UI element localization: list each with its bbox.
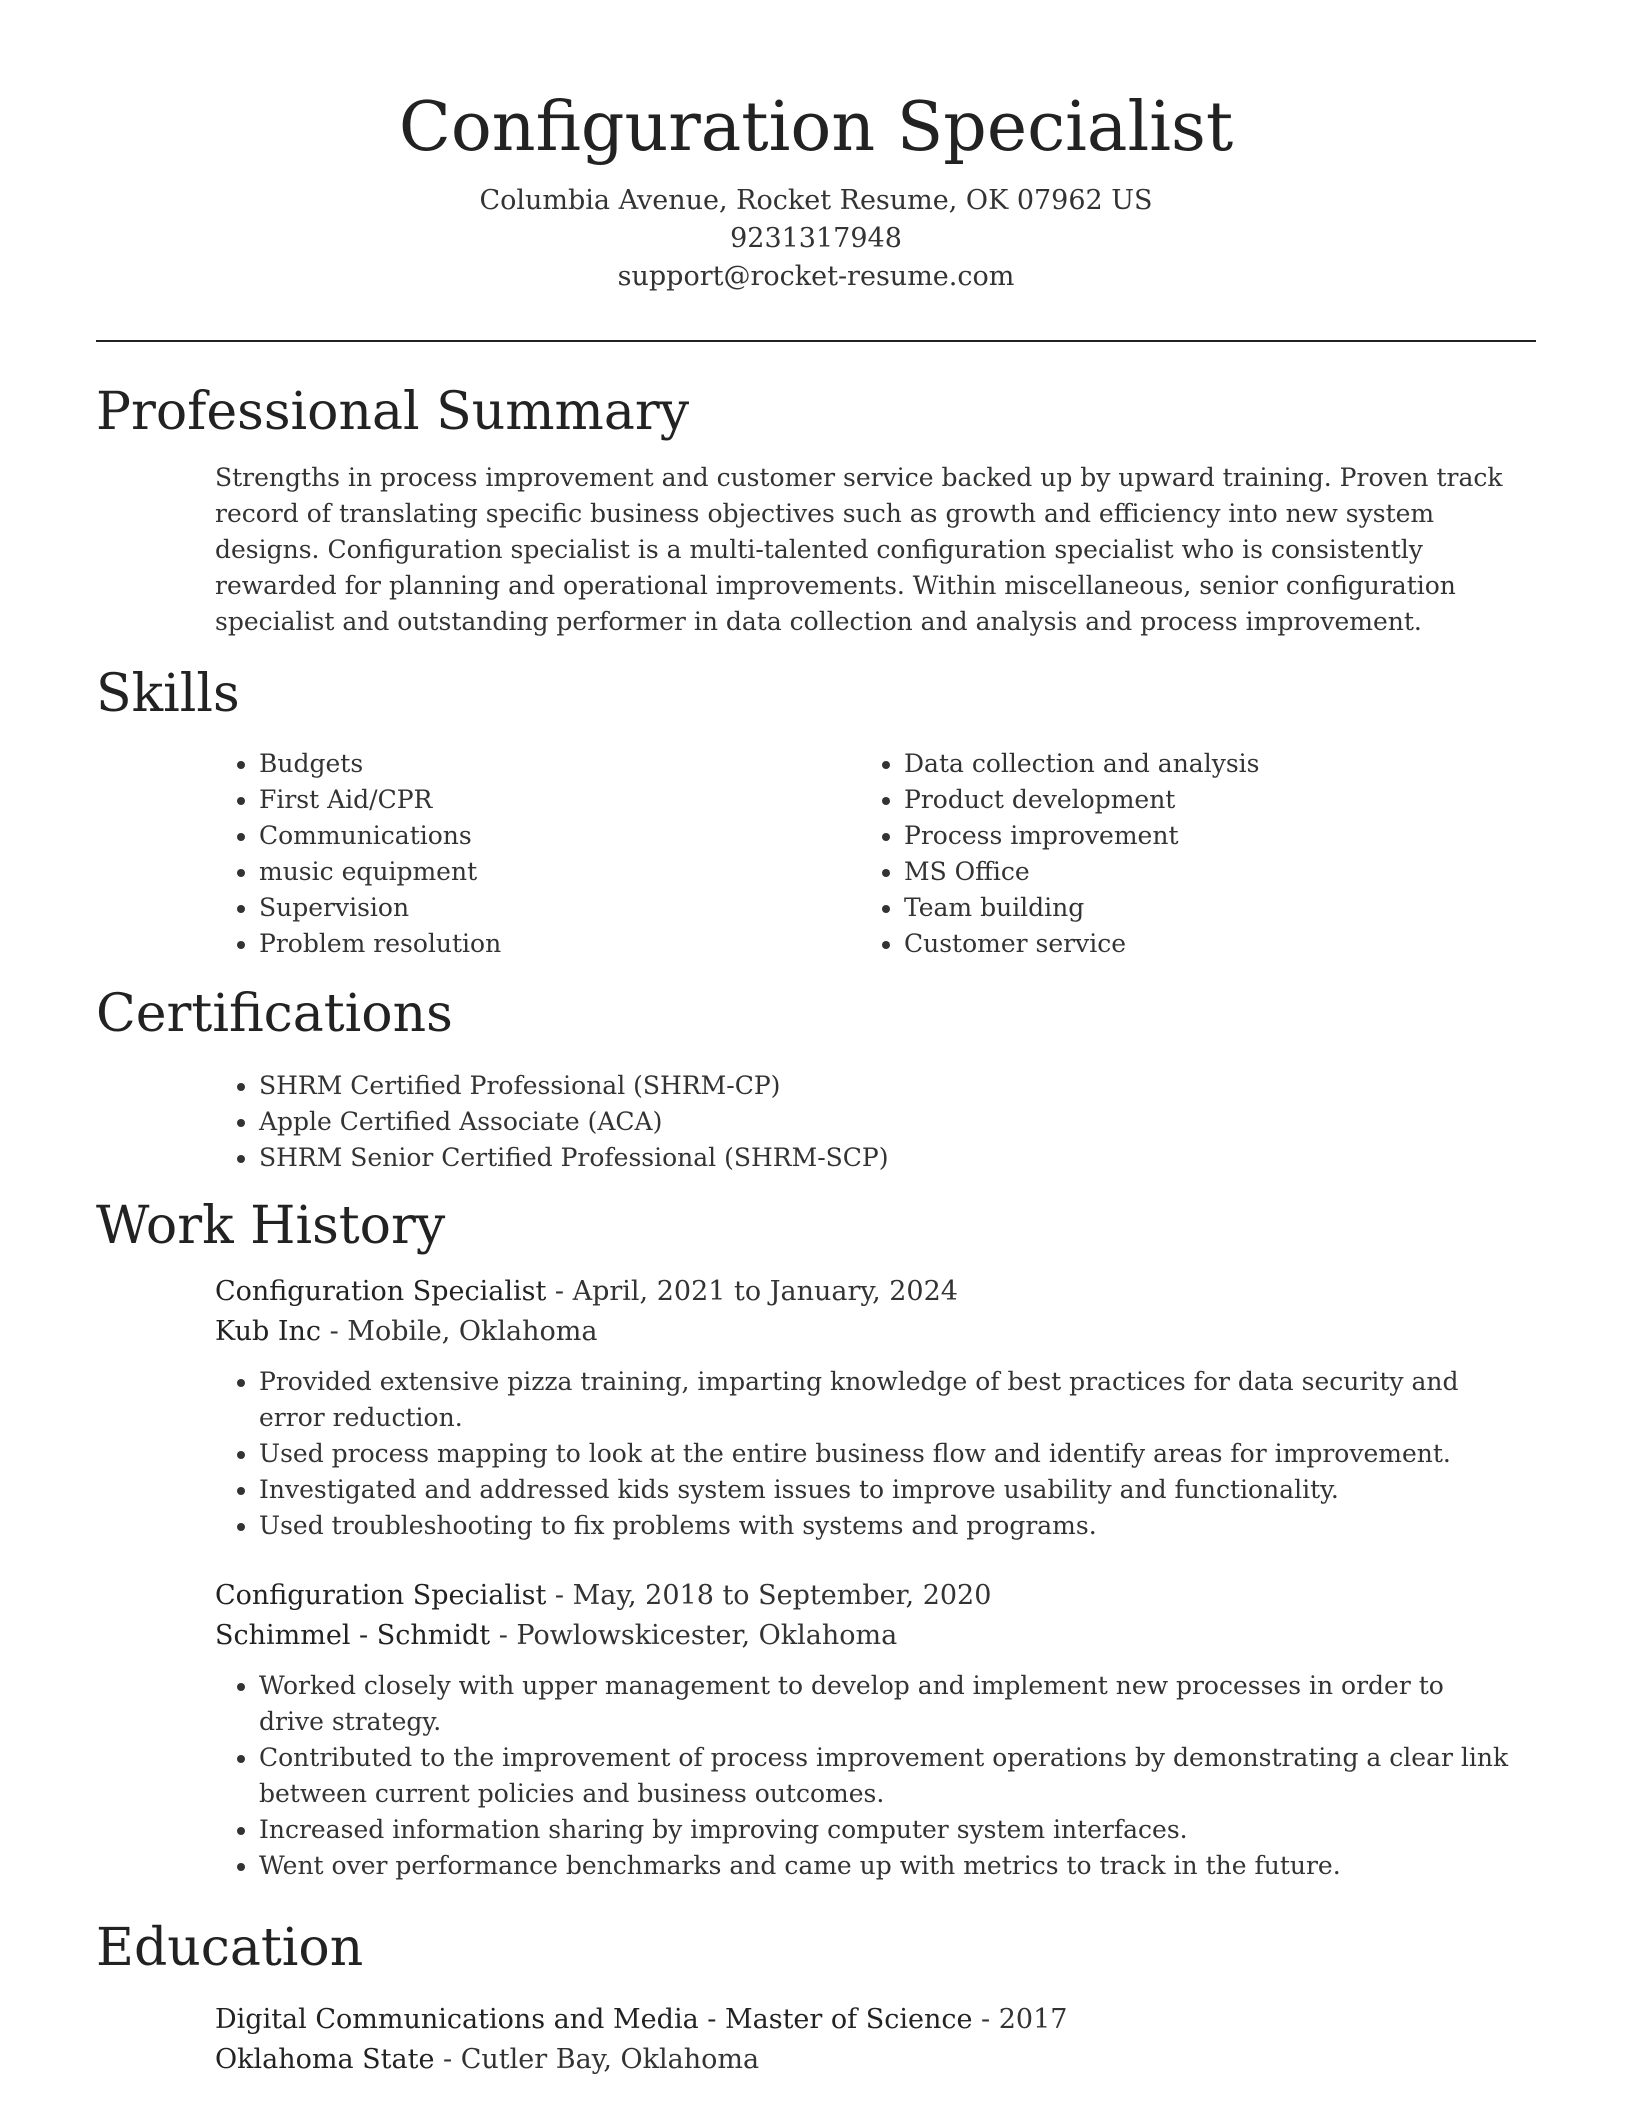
skill-item: • Budgets — [259, 746, 815, 782]
education-degree: Digital Communications and Media - Master of Science — [215, 2004, 973, 2035]
skill-item: • First Aid/CPR — [259, 782, 815, 818]
certifications-heading: Certifications — [96, 984, 453, 1044]
skills-list-right — [860, 746, 1520, 962]
skills-list-left — [215, 746, 815, 962]
certifications-list — [215, 1068, 1515, 1176]
skill-item: • Team building — [904, 890, 1520, 926]
contact-block — [0, 182, 1632, 296]
certifications-block — [215, 1068, 1515, 1176]
summary-text: Strengths in process improvement and customer service backed up by upward training. Proven track record of translating specific business objectives such as growth and efficiency into new system designs. Configuration specialist is a multi-talented configuration specialist who is consistently rewarded for planning and operational improvements. Within miscellaneous, senior configuration specialist and outstanding performer in data collection and analysis and process improvement. — [215, 463, 1503, 636]
contact-email: support@rocket-resume.com — [617, 261, 1015, 292]
job-company-line — [215, 1312, 1515, 1352]
skills-column-left — [215, 746, 815, 962]
certification-item: • SHRM Senior Certified Professional (SHRM-SCP) — [259, 1140, 1515, 1176]
job-company: Kub Inc — [215, 1316, 322, 1347]
job-bullet: • Went over performance benchmarks and came up with metrics to track in the future. — [259, 1848, 1515, 1884]
job-dates: - May, 2018 to September, 2020 — [546, 1580, 992, 1611]
skill-item: • Customer service — [904, 926, 1520, 962]
job-location: - Mobile, Oklahoma — [321, 1316, 598, 1347]
job-title-line — [215, 1576, 1515, 1616]
job-bullet: • Worked closely with upper management to develop and implement new processes in order to drive strategy. — [259, 1668, 1515, 1740]
education-heading: Education — [96, 1918, 364, 1978]
skills-column-right — [860, 746, 1520, 962]
contact-address: Columbia Avenue, Rocket Resume, OK 07962 US — [479, 185, 1153, 216]
education-location: - Cutler Bay, Oklahoma — [434, 2044, 760, 2075]
skill-item: • music equipment — [259, 854, 815, 890]
education-school: Oklahoma State — [215, 2044, 435, 2075]
summary-heading: Professional Summary — [96, 382, 690, 442]
job-bullet: • Increased information sharing by improving computer system interfaces. — [259, 1812, 1515, 1848]
resume-header — [0, 84, 1632, 296]
job-company-line — [215, 1616, 1515, 1656]
job-company: Schimmel - Schmidt — [215, 1620, 491, 1651]
job-bullet: • Contributed to the improvement of process improvement operations by demonstrating a clear link between current policies and business outcomes. — [259, 1740, 1515, 1812]
skill-item: • Supervision — [259, 890, 815, 926]
skill-item: • Product development — [904, 782, 1520, 818]
education-year: - 2017 — [972, 2004, 1068, 2035]
job-location: - Powlowskicester, Oklahoma — [490, 1620, 898, 1651]
skill-item: • Communications — [259, 818, 815, 854]
job-entry — [215, 1272, 1515, 1544]
job-role: Configuration Specialist — [215, 1580, 547, 1611]
job-entry — [215, 1576, 1515, 1884]
candidate-name: Configuration Specialist — [398, 88, 1234, 167]
education-school-line — [215, 2040, 1515, 2080]
job-bullet: • Used process mapping to look at the entire business flow and identify areas for improvement. — [259, 1436, 1515, 1472]
certification-item: • SHRM Certified Professional (SHRM-CP) — [259, 1068, 1515, 1104]
job-bullet: • Used troubleshooting to fix problems with systems and programs. — [259, 1508, 1515, 1544]
contact-phone: 9231317948 — [730, 223, 902, 254]
work-history-heading: Work History — [96, 1196, 446, 1256]
skill-item: • Data collection and analysis — [904, 746, 1520, 782]
job-bullet: • Investigated and addressed kids system issues to improve usability and functionality. — [259, 1472, 1515, 1508]
job-bullets — [215, 1668, 1515, 1884]
job-dates: - April, 2021 to January, 2024 — [546, 1276, 958, 1307]
skill-item: • MS Office — [904, 854, 1520, 890]
education-degree-line — [215, 2000, 1515, 2040]
skills-heading: Skills — [96, 664, 240, 724]
header-divider — [96, 340, 1536, 342]
job-bullet: • Provided extensive pizza training, imparting knowledge of best practices for data security and error reduction. — [259, 1364, 1515, 1436]
certification-item: • Apple Certified Associate (ACA) — [259, 1104, 1515, 1140]
job-title-line — [215, 1272, 1515, 1312]
skill-item: • Problem resolution — [259, 926, 815, 962]
skill-item: • Process improvement — [904, 818, 1520, 854]
education-entry — [215, 2000, 1515, 2080]
job-role: Configuration Specialist — [215, 1276, 547, 1307]
job-bullets — [215, 1364, 1515, 1544]
